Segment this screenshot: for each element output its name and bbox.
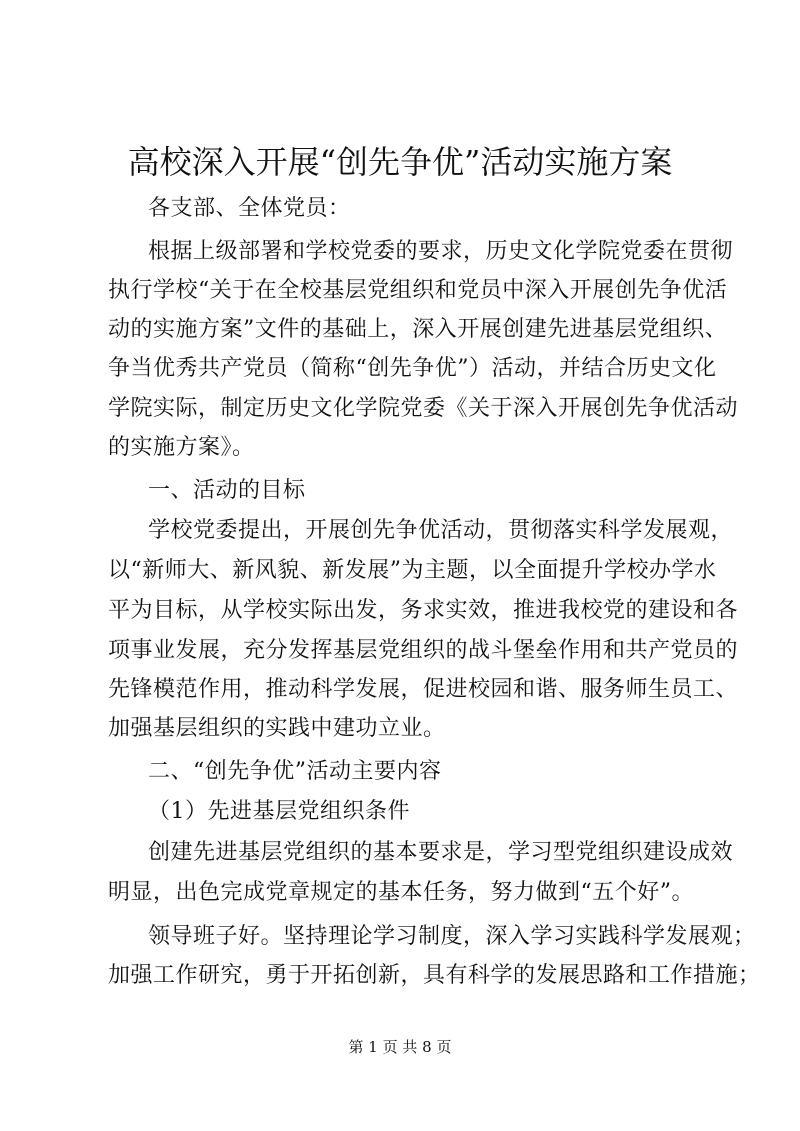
body-line: 学院实际，制定历史文化学院党委《关于深入开展创先争优活动 bbox=[108, 396, 739, 421]
body-line: 执行学校“关于在全校基层党组织和党员中深入开展创先争优活 bbox=[108, 278, 728, 303]
subsection-heading: （1）先进基层党组织条件 bbox=[148, 799, 410, 824]
section-heading: 二、“创先争优”活动主要内容 bbox=[148, 759, 442, 784]
body-line: 动的实施方案”文件的基础上，深入开展创建先进基层党组织、 bbox=[108, 317, 728, 342]
body-line: 加强基层组织的实践中建功立业。 bbox=[108, 716, 446, 741]
body-line: 平为目标，从学校实际出发，务求实效，推进我校党的建设和各 bbox=[108, 598, 739, 623]
body-line: 明显，出色完成党章规定的基本任务，努力做到“五个好”。 bbox=[108, 880, 694, 905]
body-line: 的实施方案》。 bbox=[108, 435, 255, 460]
body-line: 创建先进基层党组织的基本要求是，学习型党组织建设成效 bbox=[148, 840, 734, 865]
body-line: 学校党委提出，开展创先争优活动，贯彻落实科学发展观， bbox=[148, 518, 734, 543]
page-number-footer: 第 1 页 共 8 页 bbox=[348, 1038, 452, 1056]
body-line: 领导班子好。坚持理论学习制度，深入学习实践科学发展观； bbox=[148, 924, 756, 949]
salutation-line: 各支部、全体党员： bbox=[148, 196, 351, 221]
body-line: 以“新师大、新风貌、新发展”为主题，以全面提升学校办学水 bbox=[108, 558, 717, 583]
section-heading: 一、活动的目标 bbox=[148, 478, 306, 503]
body-line: 争当优秀共产党员（简称“创先争优”）活动，并结合历史文化 bbox=[108, 356, 717, 381]
body-line: 先锋模范作用，推动科学发展，促进校园和谐、服务师生员工、 bbox=[108, 677, 739, 702]
body-line: 根据上级部署和学校党委的要求，历史文化学院党委在贯彻 bbox=[148, 239, 734, 264]
body-line: 项事业发展，充分发挥基层党组织的战斗堡垒作用和共产党员的 bbox=[108, 638, 739, 663]
document-title: 高校深入开展“创先争优”活动实施方案 bbox=[127, 143, 673, 181]
body-line: 加强工作研究，勇于开拓创新，具有科学的发展思路和工作措施； bbox=[108, 963, 761, 988]
